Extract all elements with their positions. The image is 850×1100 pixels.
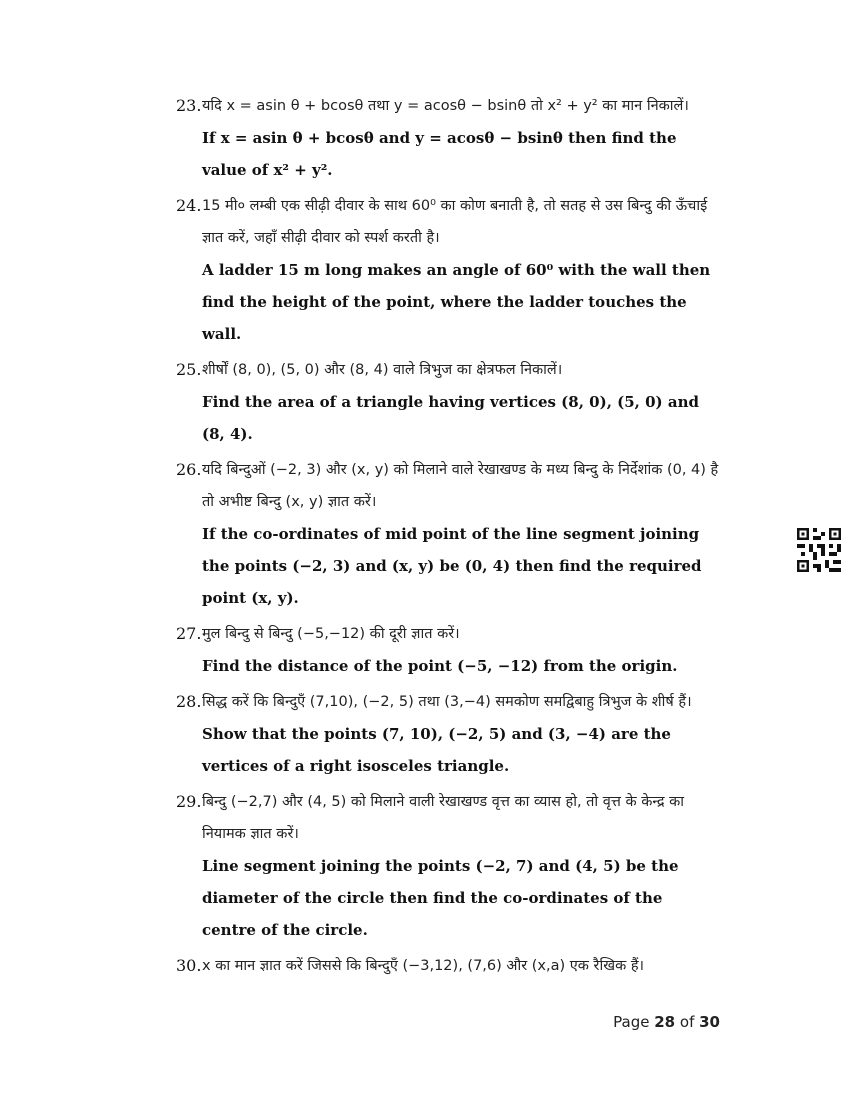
question-25: [176, 354, 721, 450]
question-text-hindi: बिन्दु (−2,7) और (4, 5) को मिलाने वाली रेखाखण्ड वृत्त का व्यास हो, तो वृत्त के केन्द्र का नियामक ज्ञात करें।: [202, 794, 685, 842]
question-29: [176, 786, 721, 946]
question-text-english: Find the distance of the point (−5, −12) from the origin.: [202, 657, 678, 675]
question-text-english: A ladder 15 m long makes an angle of 60⁰ with the wall then find the height of the point, where the ladder touches the wall.: [202, 261, 711, 343]
qr-code-icon: [797, 528, 841, 572]
question-text-english: Find the area of a triangle having vertices (8, 0), (5, 0) and (8, 4).: [202, 393, 699, 443]
page-footer: [613, 1013, 720, 1031]
question-text-english: If the co-ordinates of mid point of the line segment joining the points (−2, 3) and (x, y) be (0, 4) then find the required point (x, y).: [202, 525, 702, 607]
question-number: 23.: [176, 96, 202, 115]
question-27: [176, 618, 721, 682]
question-text-hindi: यदि बिन्दुओं (−2, 3) और (x, y) को मिलाने वाले रेखाखण्ड के मध्य बिन्दु के निर्देशांक (0, 4) है तो अभीष्ट बिन्दु (x, y) ज्ञात करें।: [202, 462, 719, 510]
question-text-hindi: x का मान ज्ञात करें जिससे कि बिन्दुएँ (−3,12), (7,6) और (x,a) एक रैखिक हैं।: [202, 958, 645, 974]
question-number: 26.: [176, 460, 202, 479]
question-28: [176, 686, 721, 782]
question-text-english: Show that the points (7, 10), (−2, 5) and (3, −4) are the vertices of a right isosceles triangle.: [202, 725, 671, 775]
current-page-number: 28: [654, 1013, 676, 1031]
total-page-number: 30: [699, 1013, 720, 1031]
question-text-hindi: 15 मी० लम्बी एक सीढ़ी दीवार के साथ 60⁰ का कोण बनाती है, तो सतह से उस बिन्दु की ऊँचाई ज्ञात करें, जहाँ सीढ़ी दीवार को स्पर्श करती है।: [202, 198, 708, 246]
question-text-hindi: शीर्षों (8, 0), (5, 0) और (8, 4) वाले त्रिभुज का क्षेत्रफल निकालें।: [202, 362, 563, 378]
question-24: [176, 190, 721, 350]
question-list: [176, 90, 721, 986]
page-label: Page: [613, 1013, 655, 1031]
question-30: [176, 950, 721, 982]
question-text-hindi: सिद्ध करें कि बिन्दुएँ (7,10), (−2, 5) तथा (3,−4) समकोण समद्विबाहु त्रिभुज के शीर्ष हैं।: [202, 694, 692, 710]
question-text-english: If x = asin θ + bcosθ and y = acosθ − bsinθ then find the value of x² + y².: [202, 129, 677, 179]
question-text-english: Line segment joining the points (−2, 7) and (4, 5) be the diameter of the circle then find the co-ordinates of the centre of the circle.: [202, 857, 679, 939]
question-text-hindi: यदि x = asin θ + bcosθ तथा y = acosθ − bsinθ तो x² + y² का मान निकालें।: [202, 98, 689, 114]
question-number: 28.: [176, 692, 202, 711]
question-number: 30.: [176, 956, 202, 975]
question-26: [176, 454, 721, 614]
question-number: 29.: [176, 792, 202, 811]
question-number: 27.: [176, 624, 202, 643]
question-23: [176, 90, 721, 186]
question-text-hindi: मुल बिन्दु से बिन्दु (−5,−12) की दूरी ज्ञात करें।: [202, 626, 460, 642]
page-separator: of: [675, 1013, 700, 1031]
question-number: 24.: [176, 196, 202, 215]
question-number: 25.: [176, 360, 202, 379]
